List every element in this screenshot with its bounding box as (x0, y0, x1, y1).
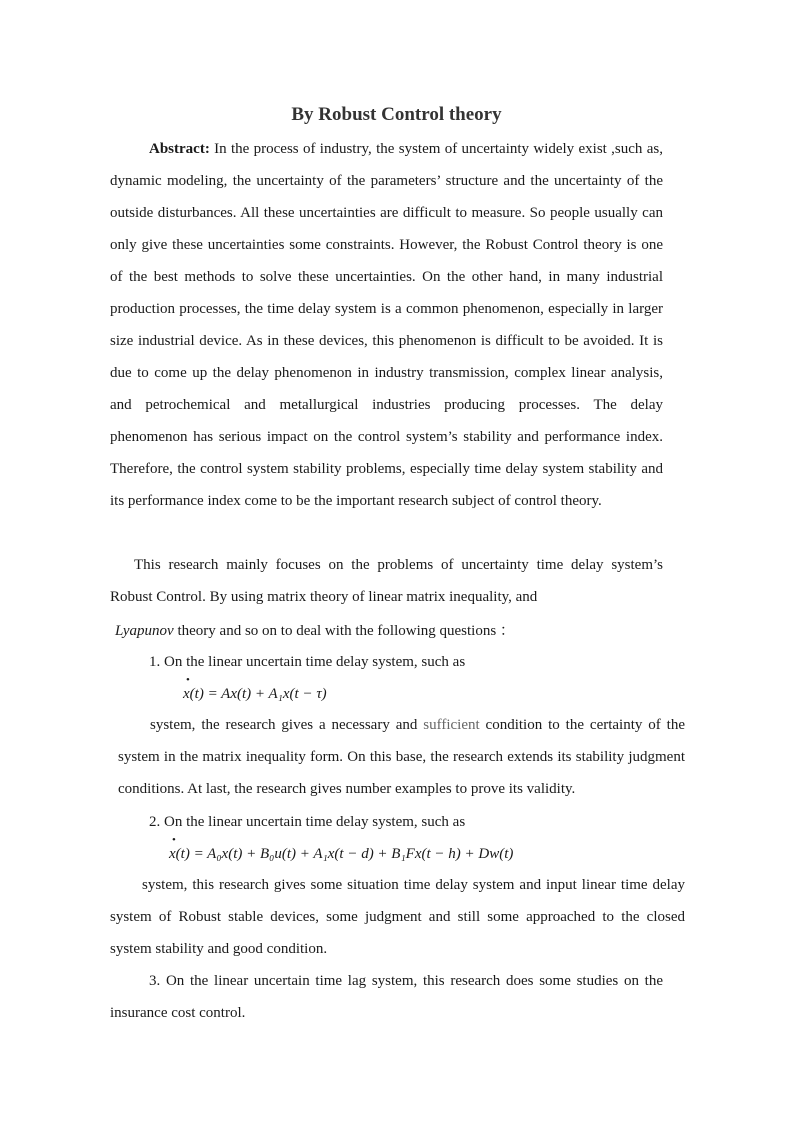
item1-highlight: sufficient (423, 717, 480, 733)
lyapunov-term: Lyapunov (115, 623, 174, 639)
item2-label: 2. On the linear uncertain time delay system, such as (149, 814, 466, 830)
page-title: By Robust Control theory (291, 104, 502, 125)
derivative-dot-1: • (186, 674, 190, 686)
item2-paragraph: system, this research gives some situation time delay system and input linear time delay system of Robust stable devices, some judgment and still some approached to the closed system stability and good condition. (110, 877, 685, 957)
equation-1: x(t) = Ax(t) + A₁x(t − τ) (183, 686, 327, 702)
abstract-label: Abstract: (149, 141, 210, 157)
abstract-paragraph (110, 133, 663, 517)
research-tail-line (115, 621, 515, 641)
research-text: This research mainly focuses on the problems of uncertainty time delay system’s Robust Control. By using matrix theory of linear matrix inequality, and (110, 557, 663, 605)
item1-paragraph (118, 709, 685, 805)
item1-text-b: condition to the certainty of the system in the matrix inequality form. On this base, the research extends its stability judgment conditions. At last, the research gives number examples to prove its validity. (118, 717, 685, 797)
research-tail: theory and so on to deal with the following questions ： (173, 623, 515, 639)
research-paragraph (110, 549, 663, 613)
equation-2: x(t) = A₀x(t) + B₀u(t) + A₁x(t − d) + B₁Fx(t − h) + Dw(t) (169, 846, 514, 862)
item3-paragraph: 3. On the linear uncertain time lag system, this research does some studies on the insurance cost control. (110, 973, 663, 1021)
abstract-text: In the process of industry, the system of uncertainty widely exist ,such as, dynamic modeling, the uncertainty of the parameters’ structure and the uncertainty of the outside disturbances. All these uncertainties are difficult to measure. So people usually can only give these uncertainties some constraints. However, the Robust Control theory is one of the best methods to solve these uncertainties. On the other hand, in many industrial production processes, the time delay system is a common phenomenon, especially in larger size industrial device. As in these devices, this phenomenon is difficult to be avoided. It is due to come up the delay phenomenon in industry transmission, complex linear analysis, and petrochemical and metallurgical industries producing processes. The delay phenomenon has serious impact on the control system’s stability and performance index. Therefore, the control system stability problems, especially time delay system stability and its performance index come to be the important research subject of control theory. (110, 141, 664, 509)
item1-text-a: system, the research gives a necessary and (150, 717, 424, 733)
item1-label: 1. On the linear uncertain time delay system, such as (149, 654, 466, 670)
derivative-dot-2: • (172, 834, 176, 846)
